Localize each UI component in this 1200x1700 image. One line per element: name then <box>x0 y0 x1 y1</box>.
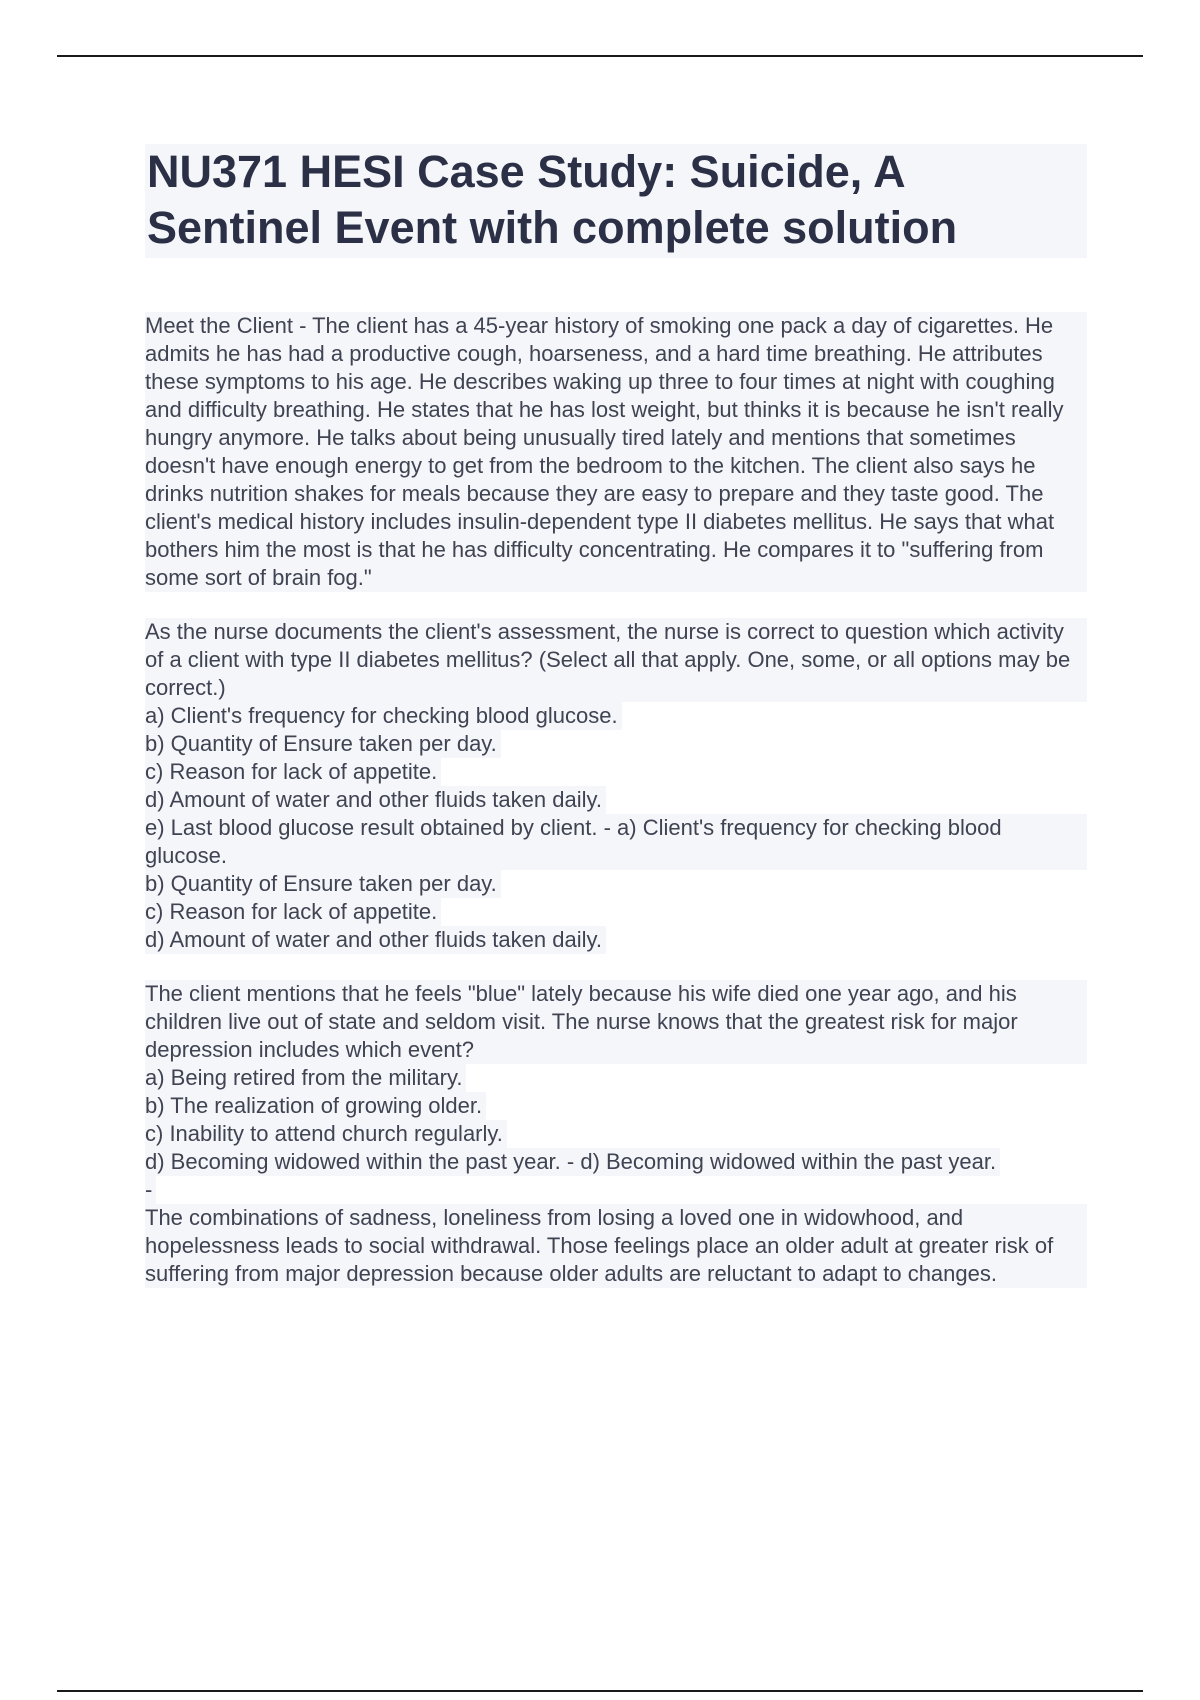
question-1 <box>145 618 1087 954</box>
question-1-option-d: d) Amount of water and other fluids taken daily. <box>145 786 606 814</box>
question-1-answer-d: d) Amount of water and other fluids taken daily. <box>145 926 606 954</box>
question-1-option-c: c) Reason for lack of appetite. <box>145 758 441 786</box>
bottom-divider <box>57 1690 1143 1692</box>
question-1-option-a: a) Client's frequency for checking blood glucose. <box>145 702 622 730</box>
question-2-option-a: a) Being retired from the military. <box>145 1064 466 1092</box>
client-intro-text: Meet the Client - The client has a 45-year history of smoking one pack a day of cigarettes. He admits he has had a productive cough, hoarseness, and a hard time breathing. He attributes these symptoms to his age. He describes waking up three to four times at night with coughing and difficulty breathing. He states that he has lost weight, but thinks it is because he isn't really hungry anymore. He talks about being unusually tired lately and mentions that sometimes doesn't have enough energy to get from the bedroom to the kitchen. The client also says he drinks nutrition shakes for meals because they are easy to prepare and they taste good. The client's medical history includes insulin-dependent type II diabetes mellitus. He says that what bothers him the most is that he has difficulty concentrating. He compares it to "suffering from some sort of brain fog." <box>145 312 1087 592</box>
question-2-option-b: b) The realization of growing older. <box>145 1092 486 1120</box>
top-divider <box>57 55 1143 57</box>
question-2-option-c: c) Inability to attend church regularly. <box>145 1120 507 1148</box>
question-1-answer-c: c) Reason for lack of appetite. <box>145 898 441 926</box>
question-2-separator: - <box>145 1176 156 1204</box>
question-2-rationale: The combinations of sadness, loneliness from losing a loved one in widowhood, and hopelessness leads to social withdrawal. Those feelings place an older adult at greater risk of suffering from major depression because older adults are reluctant to adapt to changes. <box>145 1204 1087 1288</box>
question-2-text: The client mentions that he feels "blue" lately because his wife died one year ago, and his children live out of state and seldom visit. The nurse knows that the greatest risk for major depression includes which event? <box>145 980 1087 1064</box>
question-1-answer-b: b) Quantity of Ensure taken per day. <box>145 870 501 898</box>
question-1-option-b: b) Quantity of Ensure taken per day. <box>145 730 501 758</box>
question-2-option-d-answer: d) Becoming widowed within the past year. - d) Becoming widowed within the past year. <box>145 1148 1000 1176</box>
page-title: NU371 HESI Case Study: Suicide, A Sentinel Event with complete solution <box>145 144 1087 258</box>
question-1-option-e-answer: e) Last blood glucose result obtained by client. - a) Client's frequency for checking blood glucose. <box>145 814 1087 870</box>
question-1-text: As the nurse documents the client's assessment, the nurse is correct to question which activity of a client with type II diabetes mellitus? (Select all that apply. One, some, or all options may be correct.) <box>145 618 1087 702</box>
document-body <box>145 312 1087 1314</box>
client-intro <box>145 312 1087 592</box>
question-2 <box>145 980 1087 1288</box>
